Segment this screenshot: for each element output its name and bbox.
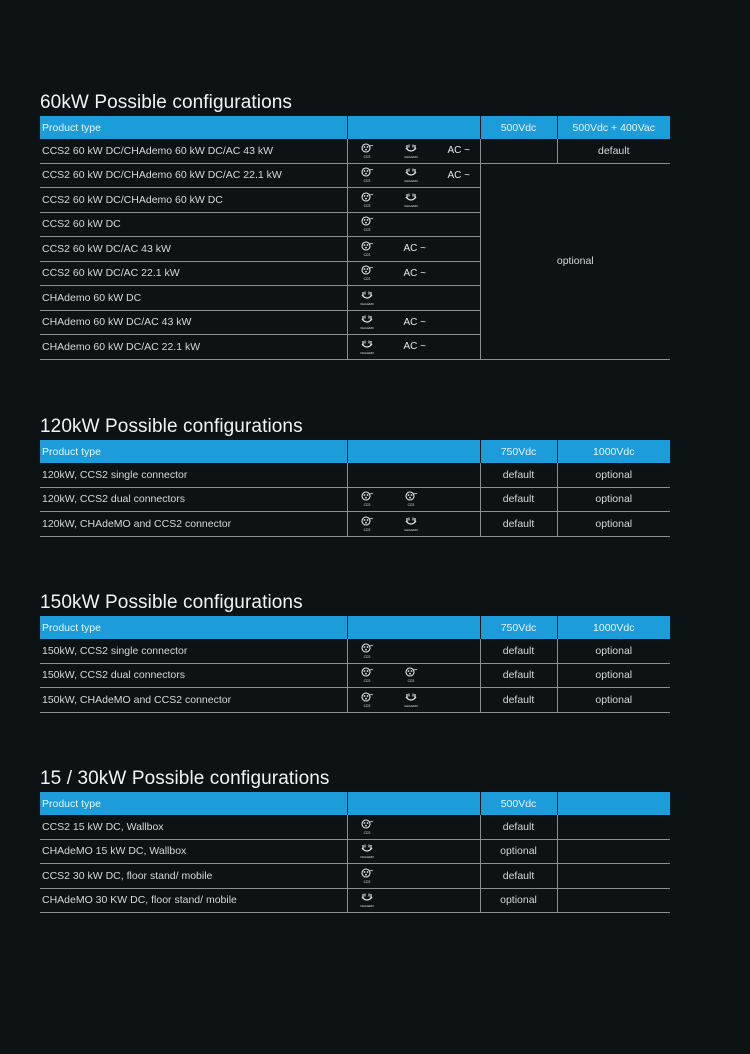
column-header xyxy=(347,116,480,139)
product-type-cell: CHAdemo 60 kW DC xyxy=(40,286,347,311)
table-row xyxy=(40,815,670,839)
svg-text:CCS: CCS xyxy=(363,179,370,184)
connector-cell xyxy=(347,261,480,286)
table-row xyxy=(40,839,670,864)
table-header-row xyxy=(40,116,670,139)
column-header: Product type xyxy=(40,792,347,815)
connector-cell xyxy=(347,839,480,864)
voltage-option-cell: optional xyxy=(557,512,670,537)
svg-text:CHAdeMO: CHAdeMO xyxy=(403,154,418,159)
ccs-connector-icon xyxy=(360,167,374,183)
config-table xyxy=(40,792,670,913)
ccs-connector-icon xyxy=(360,216,374,232)
ccs-connector-icon xyxy=(360,819,374,835)
connector-cell xyxy=(347,237,480,262)
voltage-option-cell: optional xyxy=(557,639,670,663)
product-type-cell: 150kW, CHAdeMO and CCS2 connector xyxy=(40,688,347,713)
svg-text:CCS: CCS xyxy=(407,503,414,508)
column-header: Product type xyxy=(40,616,347,639)
config-table xyxy=(40,440,670,537)
chademo-connector-icon xyxy=(360,290,374,306)
connector-cell xyxy=(347,688,480,713)
product-type-cell: 120kW, CCS2 dual connectors xyxy=(40,487,347,512)
chademo-connector-icon xyxy=(360,892,374,908)
ccs-connector-icon xyxy=(360,868,374,884)
config-section xyxy=(40,766,670,913)
table-header-row xyxy=(40,440,670,463)
ccs-connector-icon xyxy=(404,667,418,683)
config-table xyxy=(40,116,670,360)
merged-option-cell: optional xyxy=(480,163,670,359)
product-type-cell: 120kW, CHAdeMO and CCS2 connector xyxy=(40,512,347,537)
table-row xyxy=(40,163,670,188)
ccs-connector-icon xyxy=(360,667,374,683)
voltage-option-cell: default xyxy=(480,864,557,889)
connector-cell xyxy=(347,639,480,663)
section-title: 150kW Possible configurations xyxy=(40,592,303,613)
table-row xyxy=(40,512,670,537)
chademo-connector-icon xyxy=(360,314,374,330)
ccs-connector-icon xyxy=(360,491,374,507)
voltage-option-cell: optional xyxy=(557,487,670,512)
svg-text:CCS: CCS xyxy=(363,277,370,282)
svg-text:CHAdeMO: CHAdeMO xyxy=(359,301,374,306)
section-title: 60kW Possible configurations xyxy=(40,92,293,113)
svg-text:CCS: CCS xyxy=(363,679,370,684)
product-type-cell: CHAdemo 60 kW DC/AC 22.1 kW xyxy=(40,335,347,360)
product-type-cell: 150kW, CCS2 dual connectors xyxy=(40,663,347,688)
table-row xyxy=(40,639,670,663)
table-header-row xyxy=(40,792,670,815)
column-header: 500Vdc xyxy=(480,792,557,815)
voltage-option-cell: default xyxy=(480,688,557,713)
connector-cell xyxy=(347,163,480,188)
svg-text:CCS: CCS xyxy=(363,503,370,508)
svg-text:CCS: CCS xyxy=(363,527,370,532)
column-header: Product type xyxy=(40,440,347,463)
config-section xyxy=(40,90,670,360)
product-type-cell: CCS2 60 kW DC/CHAdemo 60 kW DC/AC 43 kW xyxy=(40,139,347,163)
column-header xyxy=(557,792,670,815)
svg-text:CHAdeMO: CHAdeMO xyxy=(359,326,374,331)
voltage-option-cell xyxy=(480,139,557,163)
ac-connector-label: AC ~ xyxy=(403,267,427,279)
product-type-cell: 120kW, CCS2 single connector xyxy=(40,463,347,487)
product-type-cell: CHAdemo 60 kW DC/AC 43 kW xyxy=(40,310,347,335)
ac-connector-label: AC ~ xyxy=(403,341,427,353)
column-header xyxy=(347,616,480,639)
product-type-cell: CCS2 60 kW DC xyxy=(40,212,347,237)
voltage-option-cell: default xyxy=(480,512,557,537)
voltage-option-cell: default xyxy=(480,487,557,512)
column-header xyxy=(347,440,480,463)
svg-text:CCS: CCS xyxy=(363,154,370,159)
section-title: 120kW Possible configurations xyxy=(40,416,303,437)
voltage-option-cell: optional xyxy=(557,688,670,713)
column-header: Product type xyxy=(40,116,347,139)
voltage-option-cell: default xyxy=(557,139,670,163)
voltage-option-cell xyxy=(557,815,670,839)
voltage-option-cell: optional xyxy=(480,888,557,913)
ac-connector-label: AC ~ xyxy=(403,316,427,328)
voltage-option-cell: default xyxy=(480,639,557,663)
voltage-option-cell xyxy=(557,864,670,889)
ac-connector-label: AC ~ xyxy=(447,145,471,157)
connector-cell xyxy=(347,512,480,537)
table-row xyxy=(40,463,670,487)
connector-cell xyxy=(347,139,480,163)
connector-cell xyxy=(347,335,480,360)
svg-text:CHAdeMO: CHAdeMO xyxy=(359,904,374,909)
chademo-connector-icon xyxy=(404,192,418,208)
voltage-option-cell: default xyxy=(480,663,557,688)
section-title: 15 / 30kW Possible configurations xyxy=(40,768,330,789)
voltage-option-cell: optional xyxy=(480,839,557,864)
ac-connector-label: AC ~ xyxy=(403,243,427,255)
product-type-cell: CHAdeMO 15 kW DC, Wallbox xyxy=(40,839,347,864)
ac-connector-label: AC ~ xyxy=(447,169,471,181)
chademo-connector-icon xyxy=(360,843,374,859)
ccs-connector-icon xyxy=(360,192,374,208)
ccs-connector-icon xyxy=(360,643,374,659)
ccs-connector-icon xyxy=(360,265,374,281)
chademo-connector-icon xyxy=(404,143,418,159)
connector-cell xyxy=(347,286,480,311)
voltage-option-cell xyxy=(557,888,670,913)
svg-text:CHAdeMO: CHAdeMO xyxy=(403,203,418,208)
connector-cell xyxy=(347,888,480,913)
chademo-connector-icon xyxy=(404,167,418,183)
product-type-cell: CCS2 30 kW DC, floor stand/ mobile xyxy=(40,864,347,889)
svg-text:CCS: CCS xyxy=(407,679,414,684)
connector-cell xyxy=(347,815,480,839)
svg-text:CCS: CCS xyxy=(363,654,370,659)
table-row xyxy=(40,487,670,512)
product-type-cell: CCS2 60 kW DC/AC 43 kW xyxy=(40,237,347,262)
svg-text:CHAdeMO: CHAdeMO xyxy=(359,855,374,860)
svg-text:CHAdeMO: CHAdeMO xyxy=(403,703,418,708)
table-header-row xyxy=(40,616,670,639)
connector-cell xyxy=(347,310,480,335)
svg-text:CCS: CCS xyxy=(363,703,370,708)
ccs-connector-icon xyxy=(404,491,418,507)
config-section xyxy=(40,590,670,713)
svg-text:CHAdeMO: CHAdeMO xyxy=(403,179,418,184)
config-section xyxy=(40,414,670,537)
config-table xyxy=(40,616,670,713)
voltage-option-cell xyxy=(557,839,670,864)
table-row xyxy=(40,864,670,889)
svg-text:CCS: CCS xyxy=(363,879,370,884)
column-header: 750Vdc xyxy=(480,616,557,639)
table-row xyxy=(40,139,670,163)
column-header xyxy=(347,792,480,815)
voltage-option-cell: default xyxy=(480,463,557,487)
table-row xyxy=(40,663,670,688)
table-row xyxy=(40,688,670,713)
svg-text:CHAdeMO: CHAdeMO xyxy=(403,527,418,532)
column-header: 1000Vdc xyxy=(557,616,670,639)
column-header: 1000Vdc xyxy=(557,440,670,463)
connector-cell xyxy=(347,663,480,688)
product-type-cell: CCS2 60 kW DC/AC 22.1 kW xyxy=(40,261,347,286)
chademo-connector-icon xyxy=(360,339,374,355)
product-type-cell: CCS2 60 kW DC/CHAdemo 60 kW DC/AC 22.1 kW xyxy=(40,163,347,188)
chademo-connector-icon xyxy=(404,692,418,708)
product-type-cell: 150kW, CCS2 single connector xyxy=(40,639,347,663)
chademo-connector-icon xyxy=(404,516,418,532)
connector-cell xyxy=(347,188,480,213)
table-row xyxy=(40,888,670,913)
svg-text:CCS: CCS xyxy=(363,252,370,257)
ccs-connector-icon xyxy=(360,143,374,159)
ccs-connector-icon xyxy=(360,516,374,532)
column-header: 500Vdc + 400Vac xyxy=(557,116,670,139)
column-header: 500Vdc xyxy=(480,116,557,139)
voltage-option-cell: optional xyxy=(557,463,670,487)
svg-text:CCS: CCS xyxy=(363,203,370,208)
connector-cell xyxy=(347,864,480,889)
connector-cell xyxy=(347,212,480,237)
ccs-connector-icon xyxy=(360,241,374,257)
connector-cell xyxy=(347,463,480,487)
voltage-option-cell: optional xyxy=(557,663,670,688)
svg-text:CCS: CCS xyxy=(363,830,370,835)
svg-text:CCS: CCS xyxy=(363,228,370,233)
svg-text:CHAdeMO: CHAdeMO xyxy=(359,350,374,355)
product-type-cell: CCS2 15 kW DC, Wallbox xyxy=(40,815,347,839)
column-header: 750Vdc xyxy=(480,440,557,463)
connector-cell xyxy=(347,487,480,512)
voltage-option-cell: default xyxy=(480,815,557,839)
ccs-connector-icon xyxy=(360,692,374,708)
product-type-cell: CHAdeMO 30 KW DC, floor stand/ mobile xyxy=(40,888,347,913)
product-type-cell: CCS2 60 kW DC/CHAdemo 60 kW DC xyxy=(40,188,347,213)
